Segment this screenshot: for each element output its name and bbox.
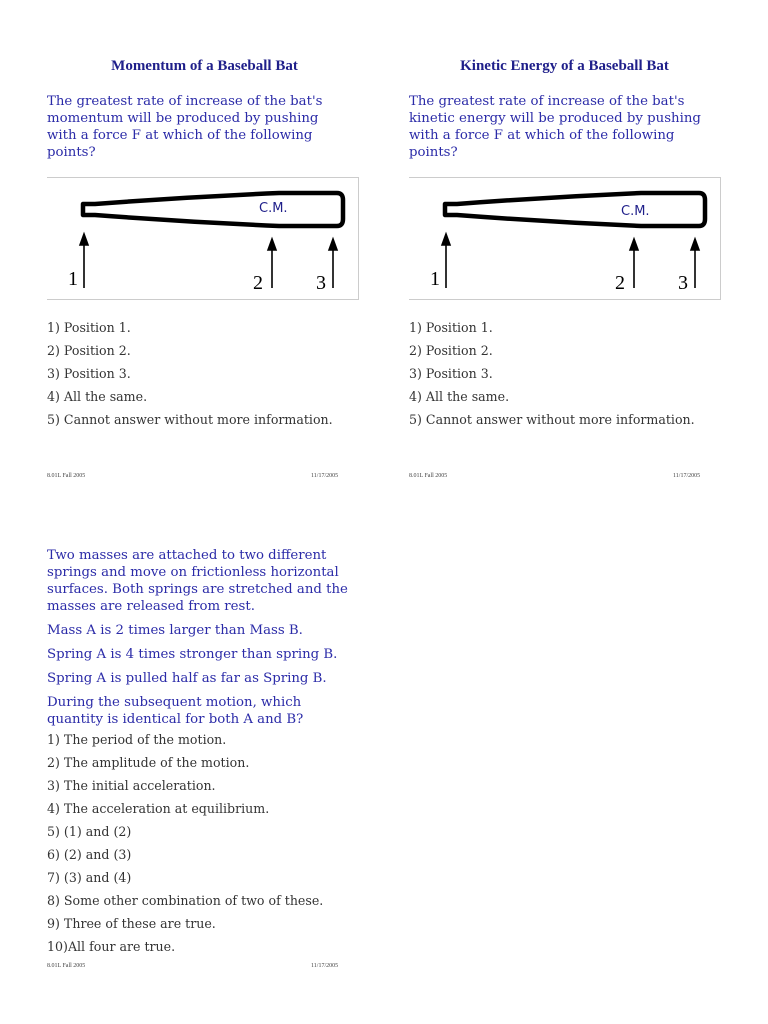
arrow-1: [80, 234, 88, 288]
arrow-2: [630, 239, 638, 288]
option-5: 5) Cannot answer without more information.: [409, 412, 695, 427]
option-3: 3) Position 3.: [409, 366, 493, 381]
bat-outline: [83, 193, 343, 226]
question-text: During the subsequent motion, which quantity is identical for both A and B?: [47, 695, 304, 727]
answer-options: [47, 320, 333, 435]
footer-date: 11/17/2005: [311, 963, 339, 969]
option-1: 1) Position 1.: [409, 320, 493, 335]
option-4: 4) All the same.: [409, 389, 510, 404]
option-10: 10)All four are true.: [47, 939, 176, 954]
footer-date: 11/17/2005: [311, 473, 339, 479]
arrow-1: [442, 234, 450, 288]
option-8: 8) Some other combination of two of these.: [47, 893, 324, 908]
cm-label: C.M.: [621, 204, 650, 219]
footer-course: 8.01L Fall 2005: [409, 473, 448, 479]
option-2: 2) Position 2.: [409, 343, 493, 358]
question-text: The greatest rate of increase of the bat's kinetic energy will be produced by pushing with a force F at which of the following points?: [409, 94, 701, 160]
slide-springs: [47, 547, 377, 953]
label-1: 1: [68, 268, 78, 290]
option-6: 6) (2) and (3): [47, 847, 132, 862]
fact-spring-stretch: Spring A is pulled half as far as Spring B.: [47, 671, 327, 686]
option-4: 4) All the same.: [47, 389, 148, 404]
footer-date: 11/17/2005: [673, 473, 701, 479]
fact-mass: Mass A is 2 times larger than Mass B.: [47, 623, 303, 638]
bat-figure: [47, 177, 359, 300]
option-1: 1) The period of the motion.: [47, 732, 227, 747]
answer-options: [409, 320, 695, 435]
arrow-3: [691, 239, 699, 288]
springs-intro: Two masses are attached to two different springs and move on frictionless horizontal surfaces. Both springs are stretched and the masses are released from rest.: [47, 548, 348, 614]
label-3: 3: [316, 272, 326, 294]
bat-figure: [409, 177, 721, 300]
option-4: 4) The acceleration at equilibrium.: [47, 801, 270, 816]
bat-outline: [445, 193, 705, 226]
answer-options: [47, 732, 377, 953]
option-3: 3) Position 3.: [47, 366, 131, 381]
arrow-2: [268, 239, 276, 288]
option-1: 1) Position 1.: [47, 320, 131, 335]
footer-course: 8.01L Fall 2005: [47, 963, 86, 969]
fact-spring-strength: Spring A is 4 times stronger than spring B.: [47, 647, 338, 662]
slide-title: Momentum of a Baseball Bat: [111, 58, 298, 74]
footer-course: 8.01L Fall 2005: [47, 473, 86, 479]
option-5: 5) (1) and (2): [47, 824, 132, 839]
option-3: 3) The initial acceleration.: [47, 778, 216, 793]
arrow-3: [329, 239, 337, 288]
label-2: 2: [253, 272, 263, 294]
question-text: The greatest rate of increase of the bat's momentum will be produced by pushing with a force F at which of the following points?: [47, 94, 323, 160]
option-9: 9) Three of these are true.: [47, 916, 216, 931]
label-1: 1: [430, 268, 440, 290]
cm-label: C.M.: [259, 201, 288, 216]
option-2: 2) Position 2.: [47, 343, 131, 358]
label-3: 3: [678, 272, 688, 294]
slide-title: Kinetic Energy of a Baseball Bat: [460, 58, 669, 74]
option-7: 7) (3) and (4): [47, 870, 132, 885]
label-2: 2: [615, 272, 625, 294]
option-2: 2) The amplitude of the motion.: [47, 755, 250, 770]
option-5: 5) Cannot answer without more information.: [47, 412, 333, 427]
